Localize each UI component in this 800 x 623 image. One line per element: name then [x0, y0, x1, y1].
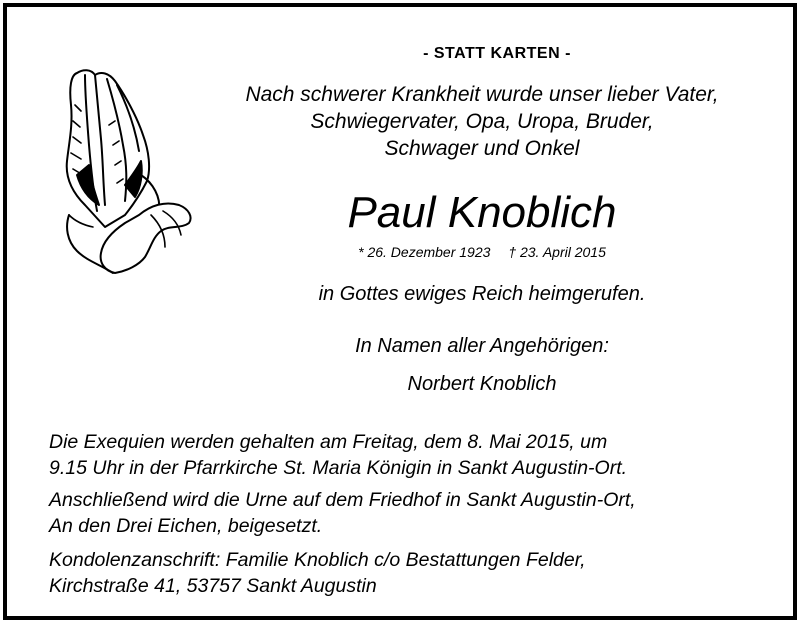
burial-details [49, 487, 769, 539]
signer-name: Norbert Knoblich [407, 373, 557, 395]
intro-text [202, 81, 762, 162]
praying-hands-icon [55, 65, 195, 279]
deceased-name: Paul Knoblich [347, 188, 617, 237]
service-line: Die Exequien werden gehalten am Freitag, dem 8. Mai 2015, um [49, 431, 608, 453]
intro-line: Nach schwerer Krankheit wurde unser lieber Vater, [245, 83, 719, 106]
life-dates [257, 243, 707, 261]
called-home-text: in Gottes ewiges Reich heimgerufen. [318, 283, 646, 305]
condolence-line: Kirchstraße 41, 53757 Sankt Augustin [49, 575, 377, 597]
burial-line: An den Drei Eichen, beigesetzt. [49, 515, 323, 537]
service-details [49, 429, 769, 481]
condolence-line: Kondolenzanschrift: Familie Knoblich c/o Bestattungen Felder, [49, 549, 586, 571]
statt-karten-heading: - STATT KARTEN - [423, 45, 571, 62]
condolence-address [49, 547, 769, 599]
intro-line: Schwager und Onkel [384, 137, 580, 160]
on-behalf-text: In Namen aller Angehörigen: [355, 335, 609, 357]
obituary-card [3, 3, 797, 620]
service-line: 9.15 Uhr in der Pfarrkirche St. Maria Königin in Sankt Augustin-Ort. [49, 457, 628, 479]
intro-line: Schwiegervater, Opa, Uropa, Bruder, [310, 110, 654, 133]
birth-date: * 26. Dezember 1923 [358, 244, 491, 260]
burial-line: Anschließend wird die Urne auf dem Friedhof in Sankt Augustin-Ort, [49, 489, 636, 511]
death-date: † 23. April 2015 [508, 244, 606, 260]
